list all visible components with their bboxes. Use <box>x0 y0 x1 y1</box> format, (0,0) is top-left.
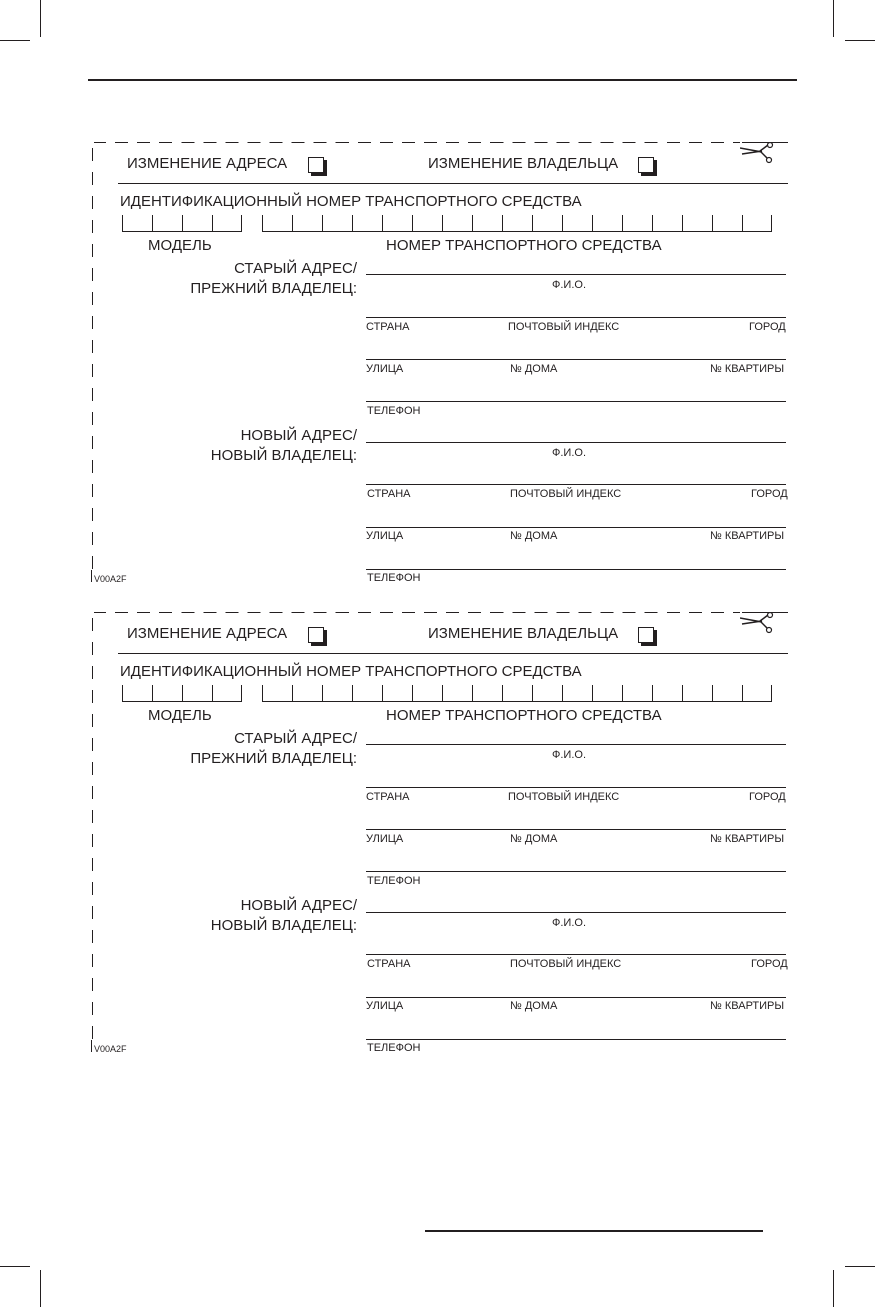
form-code: V00A2F <box>94 1044 127 1054</box>
vin-boxes[interactable] <box>262 215 772 232</box>
cut-line <box>94 612 740 613</box>
scissors-icon <box>740 142 778 168</box>
change-owner-label: ИЗМЕНЕНИЕ ВЛАДЕЛЬЦА <box>428 625 619 642</box>
country-label: СТРАНА <box>367 488 411 500</box>
separator <box>118 653 788 654</box>
old-address-label <box>97 259 357 299</box>
house-no-label: № ДОМА <box>510 363 558 375</box>
phone-label: ТЕЛЕФОН <box>367 875 421 887</box>
new-address-line1: НОВЫЙ АДРЕС/ <box>240 427 357 444</box>
house-no-label: № ДОМА <box>510 833 558 845</box>
old-fio-field[interactable] <box>366 274 786 275</box>
model-label: МОДЕЛЬ <box>148 237 212 254</box>
postal-code-label: ПОЧТОВЫЙ ИНДЕКС <box>508 791 620 803</box>
phone-label: ТЕЛЕФОН <box>367 405 421 417</box>
fio-label: Ф.И.О. <box>552 447 586 459</box>
country-label: СТРАНА <box>366 321 410 333</box>
header-rule <box>88 79 797 81</box>
new-country-field[interactable] <box>366 954 786 955</box>
crop-mark <box>845 40 875 41</box>
model-code-boxes[interactable] <box>122 685 242 702</box>
new-phone-field[interactable] <box>366 569 786 570</box>
street-label: УЛИЦА <box>366 1000 404 1012</box>
new-phone-field[interactable] <box>366 1039 786 1040</box>
new-street-field[interactable] <box>366 997 786 998</box>
crop-mark <box>845 1266 875 1267</box>
new-address-line2: НОВЫЙ ВЛАДЕЛЕЦ: <box>210 917 357 934</box>
city-label: ГОРОД <box>751 958 788 970</box>
old-phone-field[interactable] <box>366 401 786 402</box>
postal-code-label: ПОЧТОВЫЙ ИНДЕКС <box>510 958 622 970</box>
old-fio-field[interactable] <box>366 744 786 745</box>
city-label: ГОРОД <box>749 791 786 803</box>
old-street-field[interactable] <box>366 359 786 360</box>
fio-label: Ф.И.О. <box>552 749 586 761</box>
change-address-checkbox[interactable] <box>308 627 324 643</box>
new-street-field[interactable] <box>366 527 786 528</box>
cut-line <box>94 142 740 143</box>
vin-boxes[interactable] <box>262 685 772 702</box>
change-address-checkbox[interactable] <box>308 157 324 173</box>
new-address-label <box>97 896 357 936</box>
cut-line <box>92 618 93 1040</box>
house-no-label: № ДОМА <box>510 530 558 542</box>
new-fio-field[interactable] <box>366 442 786 443</box>
crop-mark <box>0 40 30 41</box>
city-label: ГОРОД <box>751 488 788 500</box>
crop-mark <box>0 1266 30 1267</box>
vehicle-number-label: НОМЕР ТРАНСПОРТНОГО СРЕДСТВА <box>386 237 662 254</box>
model-label: МОДЕЛЬ <box>148 707 212 724</box>
crop-mark <box>833 0 834 37</box>
code-bar <box>91 570 92 582</box>
form-code: V00A2F <box>94 574 127 584</box>
street-label: УЛИЦА <box>366 530 404 542</box>
change-owner-label: ИЗМЕНЕНИЕ ВЛАДЕЛЬЦА <box>428 155 619 172</box>
country-label: СТРАНА <box>366 791 410 803</box>
crop-mark <box>833 1270 834 1307</box>
change-address-label: ИЗМЕНЕНИЕ АДРЕСА <box>127 155 288 172</box>
phone-label: ТЕЛЕФОН <box>367 1042 421 1054</box>
crop-mark <box>40 0 41 37</box>
vin-title: ИДЕНТИФИКАЦИОННЫЙ НОМЕР ТРАНСПОРТНОГО СРЕДСТВА <box>120 193 582 210</box>
street-label: УЛИЦА <box>366 363 404 375</box>
new-fio-field[interactable] <box>366 912 786 913</box>
change-form-2 <box>0 612 875 1082</box>
old-country-field[interactable] <box>366 317 786 318</box>
phone-label: ТЕЛЕФОН <box>367 572 421 584</box>
new-address-label <box>97 426 357 466</box>
change-owner-checkbox[interactable] <box>638 627 654 643</box>
old-phone-field[interactable] <box>366 871 786 872</box>
apartment-no-label: № КВАРТИРЫ <box>710 530 785 542</box>
new-country-field[interactable] <box>366 484 786 485</box>
new-address-line2: НОВЫЙ ВЛАДЕЛЕЦ: <box>210 447 357 464</box>
separator <box>118 183 788 184</box>
apartment-no-label: № КВАРТИРЫ <box>710 1000 785 1012</box>
old-address-line1: СТАРЫЙ АДРЕС/ <box>234 260 357 277</box>
city-label: ГОРОД <box>749 321 786 333</box>
old-address-label <box>97 729 357 769</box>
apartment-no-label: № КВАРТИРЫ <box>710 833 785 845</box>
cut-line <box>92 148 93 570</box>
old-address-line2: ПРЕЖНИЙ ВЛАДЕЛЕЦ: <box>190 750 357 767</box>
house-no-label: № ДОМА <box>510 1000 558 1012</box>
country-label: СТРАНА <box>367 958 411 970</box>
vehicle-number-label: НОМЕР ТРАНСПОРТНОГО СРЕДСТВА <box>386 707 662 724</box>
change-form-1 <box>0 142 875 612</box>
footer-rule <box>425 1230 763 1232</box>
crop-mark <box>40 1270 41 1307</box>
postal-code-label: ПОЧТОВЫЙ ИНДЕКС <box>508 321 620 333</box>
fio-label: Ф.И.О. <box>552 917 586 929</box>
old-country-field[interactable] <box>366 787 786 788</box>
old-address-line1: СТАРЫЙ АДРЕС/ <box>234 730 357 747</box>
fio-label: Ф.И.О. <box>552 279 586 291</box>
apartment-no-label: № КВАРТИРЫ <box>710 363 785 375</box>
scissors-icon <box>740 612 778 638</box>
new-address-line1: НОВЫЙ АДРЕС/ <box>240 897 357 914</box>
postal-code-label: ПОЧТОВЫЙ ИНДЕКС <box>510 488 622 500</box>
vin-title: ИДЕНТИФИКАЦИОННЫЙ НОМЕР ТРАНСПОРТНОГО СРЕДСТВА <box>120 663 582 680</box>
code-bar <box>91 1040 92 1052</box>
street-label: УЛИЦА <box>366 833 404 845</box>
change-address-label: ИЗМЕНЕНИЕ АДРЕСА <box>127 625 288 642</box>
old-street-field[interactable] <box>366 829 786 830</box>
model-code-boxes[interactable] <box>122 215 242 232</box>
change-owner-checkbox[interactable] <box>638 157 654 173</box>
old-address-line2: ПРЕЖНИЙ ВЛАДЕЛЕЦ: <box>190 280 357 297</box>
